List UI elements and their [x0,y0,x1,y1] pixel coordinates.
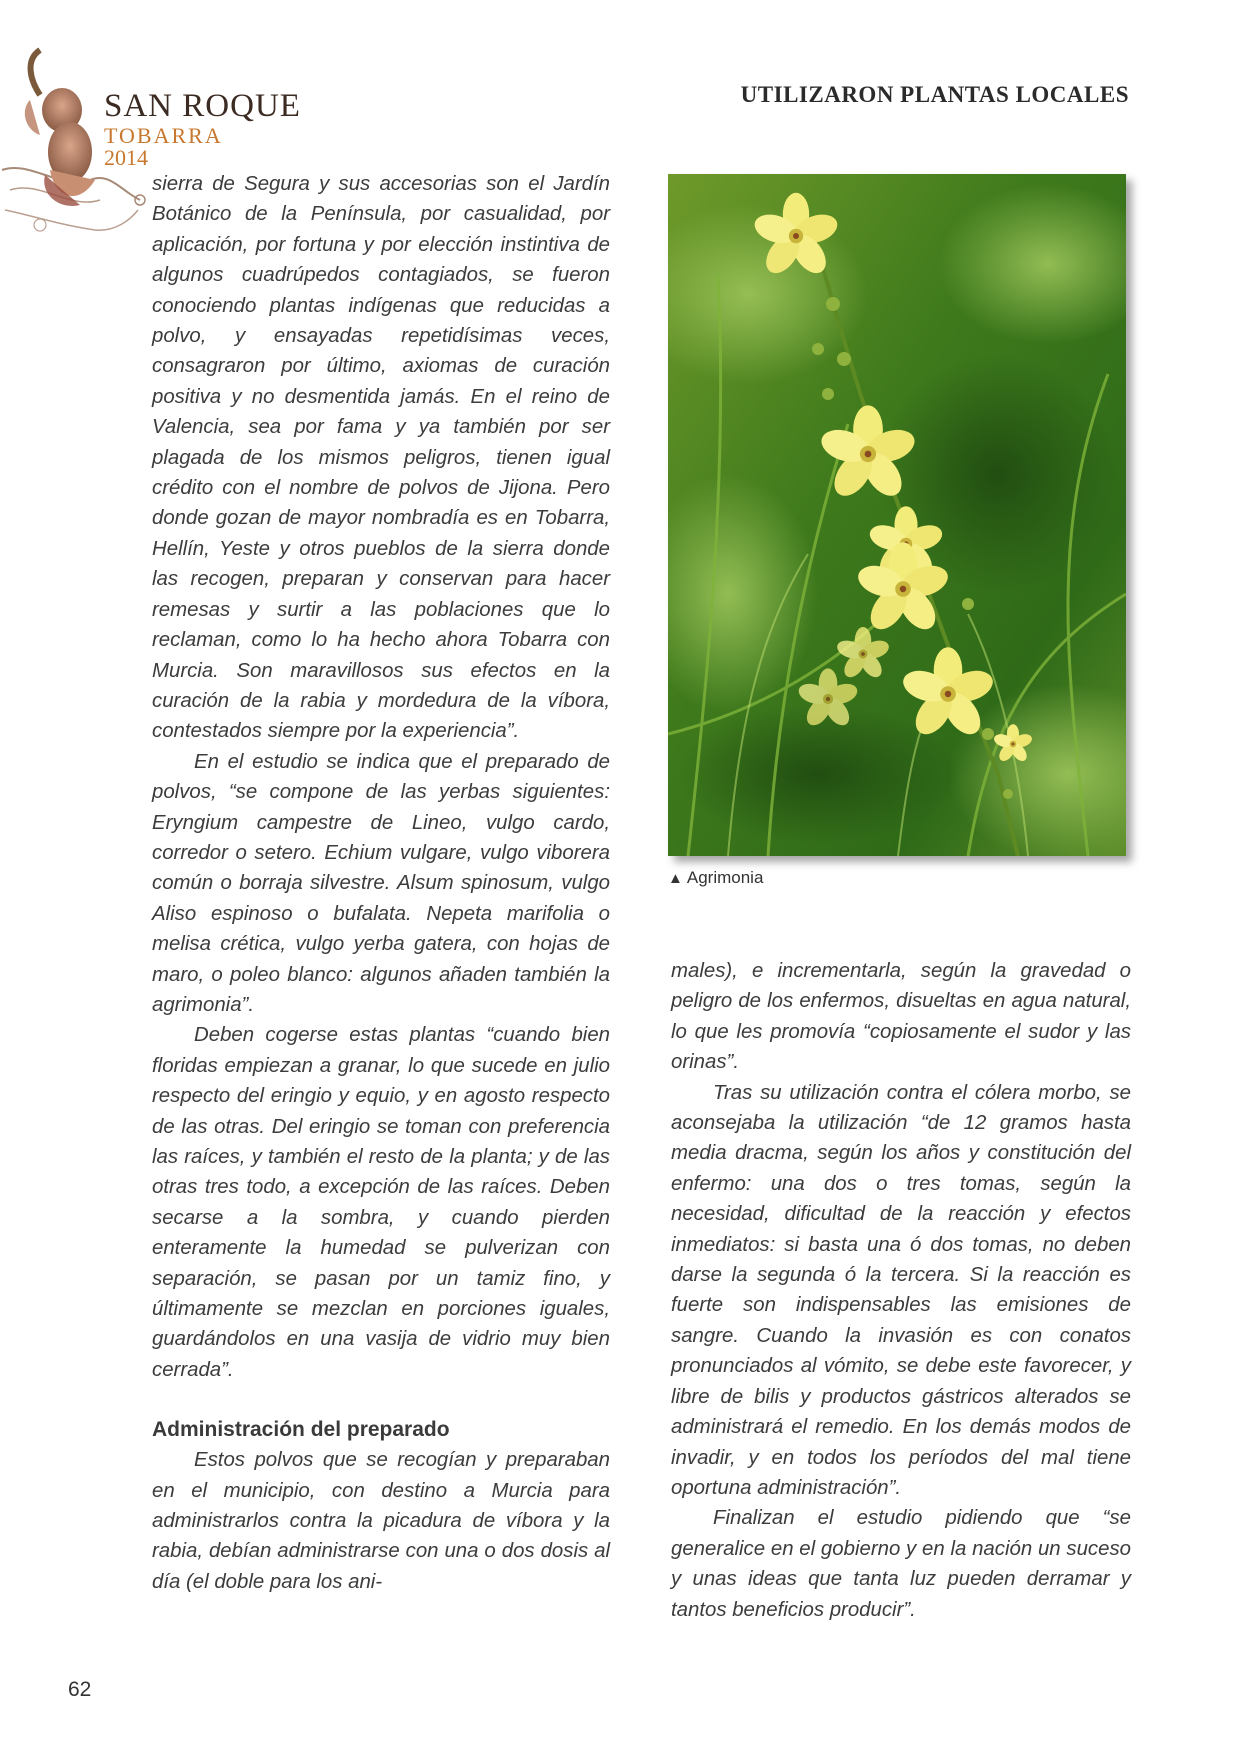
brand-title: SAN ROQUE [104,88,301,124]
paragraph: Deben cogerse estas plantas “cuando bien floridas empiezan a granar, lo que sucede en julio respecto del eringio y equio, y en agosto respecto de las otras. Del eringio se toman con preferencia las raíces, y también el resto de la planta; y de las otras tres todo, a excepción de las raíces. Deben secarse a la sombra, y cuando pierden enteramente la humedad se pulverizan con separación, se pasan por un tamiz fino, y últimamente se mezclan en porciones iguales, guardándolos en una vasija de vidrio muy bien cerrada”. [152,1024,610,1381]
section-heading: Administración del preparado [152,1418,450,1442]
photo-caption [668,868,763,888]
paragraph: Estos polvos que se recogían y preparaban en el municipio, con destino a Murcia para administrarlos contra la picadura de víbora y la rabia, debían administrarse con una o dos dosis al día (el doble para los ani- [152,1449,610,1593]
page-number: 62 [68,1678,92,1701]
paragraph: En el estudio se indica que el preparado de polvos, “se compone de las yerbas siguientes: Eryngium campestre de Lineo, vulgo cardo, corredor o setero. Echium vulgare, vulgo viborera común o borraja silvestre. Alsum spinosum, vulgo Aliso espinoso o bufalata. Nepeta marifolia o melisa crética, vulgo yerba gatera, con hojas de maro, o poleo blanco: algunos añaden también la agrimonia”. [152,750,610,1016]
agrimonia-photo [668,174,1126,856]
left-column [152,169,610,1597]
magazine-brand [104,90,301,169]
paragraph: Tras su utilización contra el cólera morbo, se aconsejaba la utilización “de 12 gramos hasta media dracma, según los años y constitución del enfermo: una dos o tres tomas, según la necesidad, dificultad de la reacción y efectos inmediatos: si basta una ó dos tomas, no deben darse la segunda ó la tercera. Si la reacción es fuerte son indispensables las emisiones de sangre. Cuando la invasión es con conatos pronunciados al vómito, se debe este favorecer, y libre de bilis y productos gástricos alterados se administrará el remedio. En los demás modos de invadir, y en todos los períodos del mal tiene oportuna administración”. [671,1081,1131,1499]
caption-text: Agrimonia [686,868,764,887]
paragraph: sierra de Segura y sus accesorias son el Jardín Botánico de la Península, por casualidad, por aplicación, por fortuna y por elección instintiva de algunos cuadrúpedos contagiados, se fueron conociendo plantas indígenas que reducidas a polvo, y ensayadas repetidísimas veces, consagraron por último, axiomas de curación positiva y no desmentida jamás. En el reino de Valencia, sea por fama y ya también por ser plagada de los mismos peligros, tienen igual crédito con el nombre de polvos de Jijona. Pero donde gozan de mayor nombradía es en Tobarra, Hellín, Yeste y otros pueblos de la sierra donde las recogen, preparan y conservan para hacer remesas y surtir a las poblaciones que lo reclaman, como lo ha hecho ahora Tobarra con Murcia. Son maravillosos sus efectos en la curación de la rabia y mordedura de la víbora, contestados siempre por la experiencia”. [152,173,610,743]
paragraph: Finalizan el estudio pidiendo que “se generalice en el gobierno y en la nación un suceso y unas ideas que tanta luz pueden derramar y tantos beneficios producir”. [671,1507,1131,1621]
brand-place: TOBARRA [104,123,223,148]
right-column [671,956,1131,1625]
brand-year: 2014 [104,145,148,170]
paragraph: males), e incrementarla, según la gravedad o peligro de los enfermos, disueltas en agua natural, lo que les promovía “copiosamente el sudor y las orinas”. [671,960,1131,1074]
triangle-icon: ▲ [668,870,683,887]
running-head: UTILIZARON PLANTAS LOCALES [740,82,1129,107]
